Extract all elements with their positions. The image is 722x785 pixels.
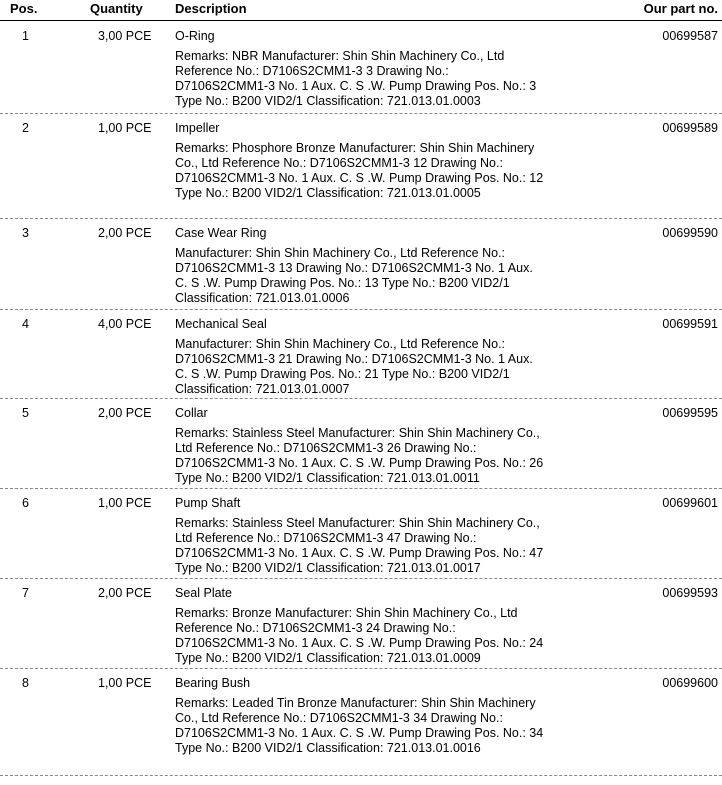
item-pos: 8 — [22, 676, 29, 690]
item-description — [175, 676, 545, 756]
item-quantity: 1,00 PCE — [98, 121, 152, 135]
item-details: Remarks: NBR Manufacturer: Shin Shin Machinery Co., Ltd Reference No.: D7106S2CMM1-3 3 Drawing No.: D7106S2CMM1-3 No. 1 Aux. C. S .W. Pump Drawing Pos. No.: 3 Type No.: B200 VID2/1 Classification: 721.013.01.0003 — [175, 49, 537, 108]
item-pos: 1 — [22, 29, 29, 43]
table-row — [0, 219, 722, 310]
item-details: Manufacturer: Shin Shin Machinery Co., Ltd Reference No.: D7106S2CMM1-3 13 Drawing No.: D7106S2CMM1-3 No. 1 Aux. C. S .W. Pump Drawing Pos. No.: 13 Type No.: B200 VID2/1 Classification: 721.013.01.0006 — [175, 246, 533, 305]
item-quantity: 1,00 PCE — [98, 676, 152, 690]
item-description — [175, 496, 545, 576]
table-row — [0, 579, 722, 669]
item-pos: 2 — [22, 121, 29, 135]
item-part-no: 00699590 — [662, 226, 718, 240]
item-description — [175, 226, 545, 306]
item-details: Remarks: Phosphore Bronze Manufacturer: Shin Shin Machinery Co., Ltd Reference No.: D7106S2CMM1-3 12 Drawing No.: D7106S2CMM1-3 No. 1 Aux. C. S .W. Pump Drawing Pos. No.: 12 Type No.: B200 VID2/1 Classification: 721.013.01.0005 — [175, 141, 544, 200]
item-pos: 3 — [22, 226, 29, 240]
item-quantity: 4,00 PCE — [98, 317, 152, 331]
item-part-no: 00699587 — [662, 29, 718, 43]
table-row — [0, 399, 722, 489]
table-row — [0, 114, 722, 219]
item-part-no: 00699593 — [662, 586, 718, 600]
item-details: Manufacturer: Shin Shin Machinery Co., Ltd Reference No.: D7106S2CMM1-3 21 Drawing No.: D7106S2CMM1-3 No. 1 Aux. C. S .W. Pump Drawing Pos. No.: 21 Type No.: B200 VID2/1 Classification: 721.013.01.0007 — [175, 337, 533, 396]
item-name: Mechanical Seal — [175, 317, 267, 331]
table-header — [0, 0, 722, 21]
item-name: Seal Plate — [175, 586, 232, 600]
item-quantity: 2,00 PCE — [98, 226, 152, 240]
table-row — [0, 669, 722, 776]
item-quantity: 1,00 PCE — [98, 496, 152, 510]
header-pos: Pos. — [10, 1, 38, 16]
item-rows — [0, 22, 722, 776]
item-description — [175, 406, 545, 486]
table-row — [0, 310, 722, 399]
item-name: Case Wear Ring — [175, 226, 267, 240]
item-quantity: 2,00 PCE — [98, 586, 152, 600]
header-description: Description — [175, 1, 247, 16]
item-description — [175, 586, 545, 666]
item-name: Bearing Bush — [175, 676, 251, 690]
item-part-no: 00699601 — [662, 496, 718, 510]
item-name: O-Ring — [175, 29, 215, 43]
item-details: Remarks: Stainless Steel Manufacturer: Shin Shin Machinery Co., Ltd Reference No.: D7106S2CMM1-3 47 Drawing No.: D7106S2CMM1-3 No. 1 Aux. C. S .W. Pump Drawing Pos. No.: 47 Type No.: B200 VID2/1 Classification: 721.013.01.0017 — [175, 516, 544, 575]
header-part-no: Our part no. — [643, 1, 718, 16]
item-quantity: 3,00 PCE — [98, 29, 152, 43]
item-pos: 7 — [22, 586, 29, 600]
item-name: Collar — [175, 406, 208, 420]
table-row — [0, 489, 722, 579]
item-description — [175, 317, 545, 397]
item-description — [175, 29, 545, 109]
header-quantity: Quantity — [90, 1, 143, 16]
item-description — [175, 121, 545, 201]
table-row — [0, 22, 722, 114]
item-part-no: 00699591 — [662, 317, 718, 331]
item-pos: 4 — [22, 317, 29, 331]
item-quantity: 2,00 PCE — [98, 406, 152, 420]
item-part-no: 00699595 — [662, 406, 718, 420]
item-pos: 5 — [22, 406, 29, 420]
item-pos: 6 — [22, 496, 29, 510]
item-name: Impeller — [175, 121, 220, 135]
item-details: Remarks: Leaded Tin Bronze Manufacturer: Shin Shin Machinery Co., Ltd Reference No.: D7106S2CMM1-3 34 Drawing No.: D7106S2CMM1-3 No. 1 Aux. C. S .W. Pump Drawing Pos. No.: 34 Type No.: B200 VID2/1 Classification: 721.013.01.0016 — [175, 696, 544, 755]
item-name: Pump Shaft — [175, 496, 241, 510]
item-part-no: 00699600 — [662, 676, 718, 690]
item-details: Remarks: Stainless Steel Manufacturer: Shin Shin Machinery Co., Ltd Reference No.: D7106S2CMM1-3 26 Drawing No.: D7106S2CMM1-3 No. 1 Aux. C. S .W. Pump Drawing Pos. No.: 26 Type No.: B200 VID2/1 Classification: 721.013.01.0011 — [175, 426, 544, 485]
item-part-no: 00699589 — [662, 121, 718, 135]
item-details: Remarks: Bronze Manufacturer: Shin Shin Machinery Co., Ltd Reference No.: D7106S2CMM1-3 24 Drawing No.: D7106S2CMM1-3 No. 1 Aux. C. S .W. Pump Drawing Pos. No.: 24 Type No.: B200 VID2/1 Classification: 721.013.01.0009 — [175, 606, 544, 665]
